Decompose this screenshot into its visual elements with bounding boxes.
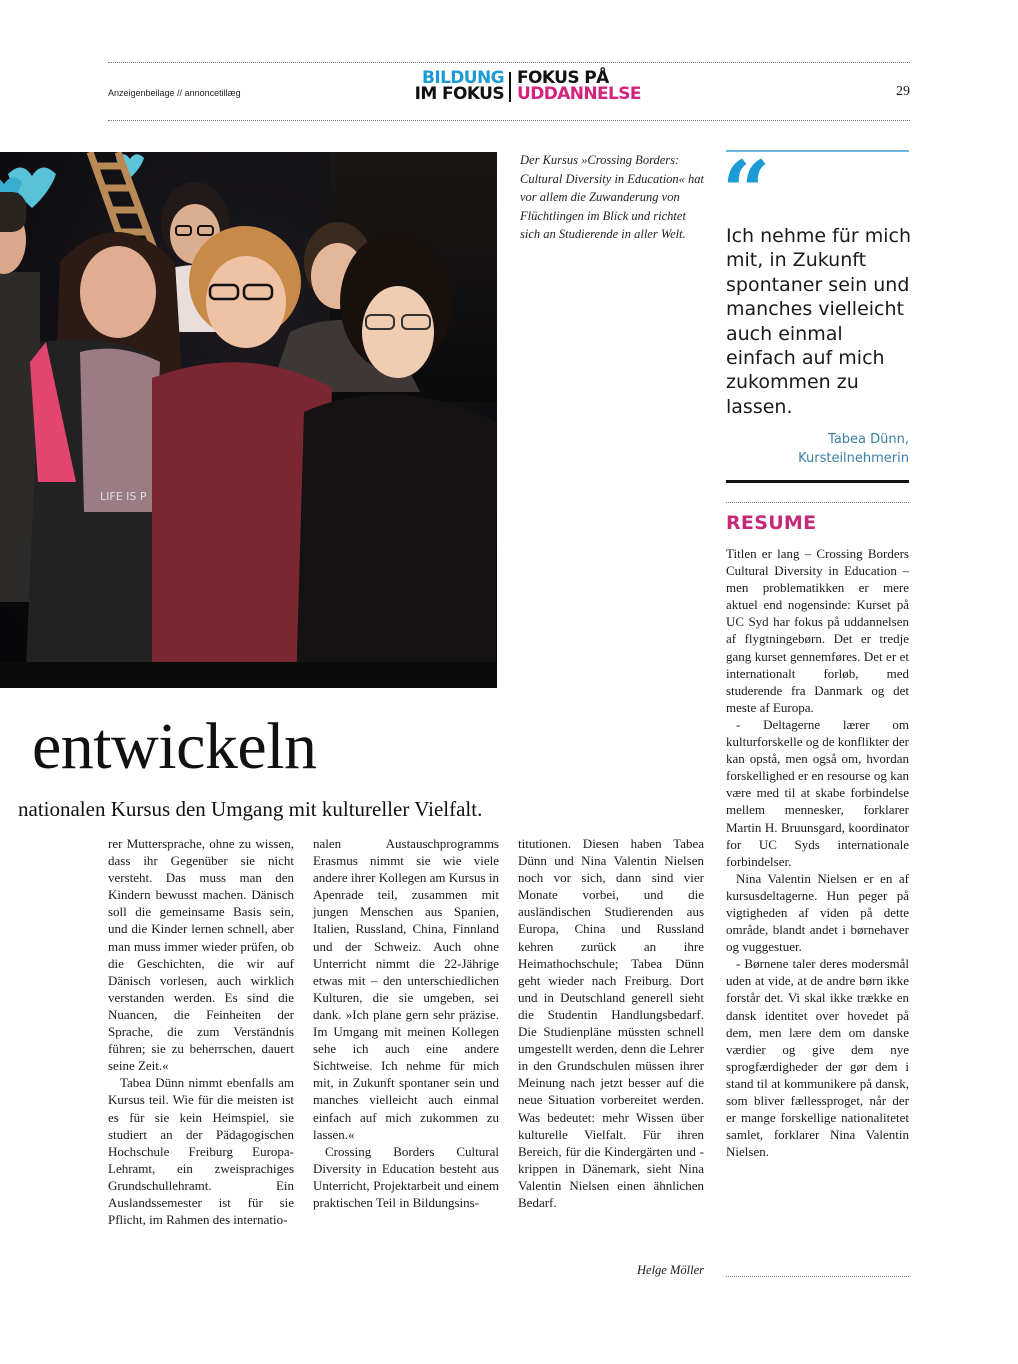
article-paragraph: Crossing Borders Cultural Diversity in Education besteht aus Unterricht, Projektarbeit und einem praktischen Teil in Bildungsins- <box>313 1143 499 1210</box>
resume-paragraph: - Børnene taler deres modersmål uden at vide, at de andre børn ikke forstår det. Vi skal ikke trække en dansk identitet over hovedet på dem, men lære dem om danske værdier og give dem nye sprogfærdigheder der gør dem i stand til at kommunikere på dansk, som bliver fællessproget, når der er mange forskellige nationalitetet samlet, forklarer Nina Valentin Nielsen. <box>726 956 909 1160</box>
article-headline: entwickeln <box>32 710 317 783</box>
page-number: 29 <box>896 84 910 99</box>
brand-de-line2: IM FOKUS <box>414 84 504 104</box>
article-paragraph: Tabea Dünn nimmt ebenfalls am Kursus teil. Wie für die meisten ist es für sie kein Heimspiel, sie studiert an der Pädagogischen Hochschule Freiburg Europa-Lehramt, ein zweisprachiges Grundschullehramt. Ein Auslandssemester ist für sie Pflicht, im Rahmen des internatio- <box>108 1075 294 1228</box>
quote-author-name: Tabea Dünn, <box>828 432 909 447</box>
brand-dk-line2: UDDANNELSE <box>517 84 641 104</box>
article-column-1 <box>108 835 294 1228</box>
resume-top-rule <box>726 502 909 503</box>
article-subheadline: nationalen Kursus den Umgang mit kultureller Vielfalt. <box>18 797 483 821</box>
resume-paragraph: Nina Valentin Nielsen er en af kursusdeltagerne. Hun peger på vigtigheden af viden på dette område, blandt andet i børnehaver og vuggestuer. <box>726 870 909 955</box>
brand-logo-danish <box>517 70 677 102</box>
article-author: Helge Möller <box>637 1263 704 1277</box>
article-paragraph: nalen Austauschprogramms Erasmus nimmt sie wie viele andere ihrer Kollegen am Kursus in Apenrade teil, zusammen mit jungen Menschen aus Spanien, Italien, Russland, China, Finnland und der Schweiz. Auch ohne Unterricht nimmt die 22-Jährige etwas mit – den unterschiedlichen Kulturen, die sie umgeben, sei dank. »Ich plane gern sehr präzise. Im Umgang mit meinen Kollegen sehe ich auch eine andere Sichtweise. Ich nehme für mich mit, in Zukunft spontaner sein und manches vielleicht auch einmal einfach auf mich zukommen zu lassen.« <box>313 836 499 1142</box>
quote-bottom-rule <box>726 480 909 483</box>
article-column-3 <box>518 835 704 1211</box>
pull-quote: Ich nehme für mich mit, in Zukunft spontaner sein und manches vielleicht auch einmal einfach auf mich zukommen zu lassen. <box>726 225 911 418</box>
quote-mark-icon: “ <box>722 142 771 241</box>
brand-logo-german <box>402 70 504 102</box>
article-paragraph: titutionen. Diesen haben Tabea Dünn und Nina Valentin Nielsen noch vor sich, dann sind vier Monate vorbei, und die ausländischen Studierenden aus Europa, China und Russland kehren zurück an ihre Heimathochschule; Tabea Dünn geht wieder nach Freiburg. Dort und in Deutschland generell sieht die Studentin Handlungsbedarf. Die Studienpläne müssten schnell umgestellt werden, denn die Lehrer in den Grundschulen müssen ihrer Meinung nach jetzt besser auf die neue Situation vorbereitet werden. Was bedeutet: mehr Wissen über kulturelle Vielfalt. Für ihren Bereich, für die Kindergärten und -krippen in Dänemark, sieht Nina Valentin Nielsen einen ähnlichen Bedarf. <box>518 836 704 1210</box>
resume-paragraph: - Deltagerne lærer om kulturforskelle og de konflikter der kan opstå, men også om, hvordan forskellighed er en resourse og kan være med til at skabe forbindelse mellem mennesker, forklarer Martin H. Bruunsgard, koordinator for UC Syds internationale forbindelser. <box>726 716 909 869</box>
photo-caption: Der Kursus »Crossing Borders: Cultural Diversity in Education« hat vor allem die Zuwanderung von Flüchtlingen im Blick und richtet sich an Studierende in aller Welt. <box>520 153 705 241</box>
resume-paragraph: Titlen er lang – Crossing Borders Cultural Diversity in Education – men problematikken er mere aktuel end nogensinde: Kurset på UC Syd har fokus på uddannelsen af flygtningebørn. Det er tredje gang kurset gennemføres. Det er et internationalt forløb, med studerende fra Danmark og det meste af Europa. <box>726 546 909 715</box>
resume-bottom-rule <box>726 1276 909 1277</box>
quote-attribution <box>726 430 909 468</box>
brand-de-line1: BILDUNG <box>421 68 504 88</box>
brand-separator <box>509 72 511 102</box>
article-column-2 <box>313 835 499 1211</box>
supplement-label: Anzeigenbeilage // annoncetillæg <box>108 88 241 98</box>
quote-author-role: Kursteilnehmerin <box>798 451 909 466</box>
header-bottom-rule <box>108 120 910 121</box>
resume-title: RESUME <box>726 512 817 534</box>
shirt-print: LIFE IS P <box>100 490 147 503</box>
header-top-rule <box>108 62 910 63</box>
brand-dk-line1: FOKUS PÅ <box>517 68 609 88</box>
article-paragraph: rer Muttersprache, ohne zu wissen, dass ihr Gegenüber sie nicht versteht. Das muss man den Kindern bewusst machen. Dänisch soll die gemeinsame Basis sein, und die Kinder lernen schnell, aber man muss immer wieder prüfen, ob die Geschichten, die wir auf Dänisch vorlesen, auch wirklich verstanden werden. Es sind die Nuancen, die Feinheiten der Sprache, die zum Verständnis führen; sie zu beherrschen, dauert seine Zeit.« <box>108 836 294 1074</box>
resume-body <box>726 545 909 1160</box>
group-photo <box>0 152 497 688</box>
